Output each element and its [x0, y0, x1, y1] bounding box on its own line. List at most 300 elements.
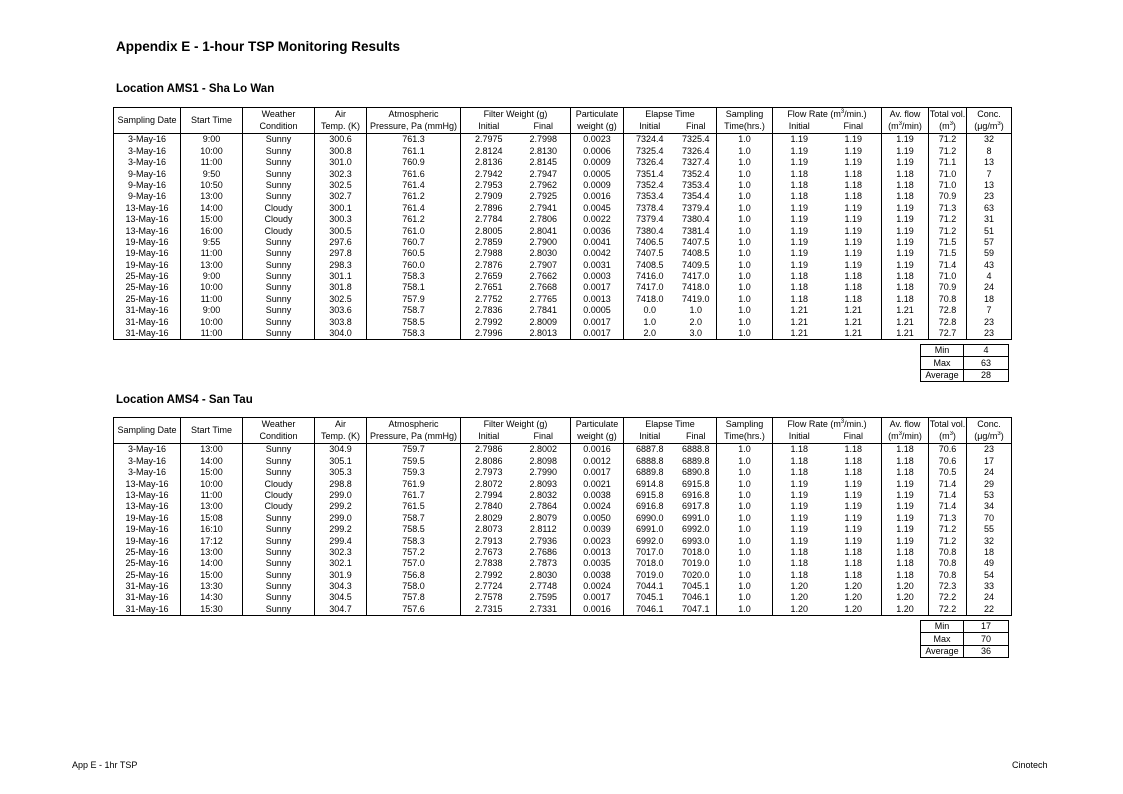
table-cell: 1.20 — [882, 592, 929, 603]
av-flow-unit-tail: /min) — [901, 431, 922, 442]
table-cell: 25-May-16 — [114, 294, 181, 305]
table-cell: 24 — [967, 282, 1012, 293]
table-cell: 1.19 — [826, 225, 882, 236]
table-cell: 1.0 — [717, 259, 773, 270]
table-cell: 1.19 — [826, 203, 882, 214]
table-cell: 2.7876 — [474, 259, 503, 270]
table-cell: 761.4 — [367, 180, 461, 191]
col-flow-rate — [773, 418, 882, 431]
table-cell: 761.4 — [367, 203, 461, 214]
table-cell: 6991.0 — [676, 513, 717, 524]
table-cell: 7353.4 — [676, 180, 717, 191]
table-cell: 1.19 — [882, 478, 929, 489]
header-text: Conc. — [977, 108, 1001, 119]
table-cell: 1.0 — [717, 581, 773, 592]
table-cell: 23 — [967, 191, 1012, 202]
table-cell: 71.0 — [929, 271, 967, 282]
table-row — [114, 248, 1012, 259]
table-cell: 1.18 — [826, 569, 882, 580]
table-cell: 300.5 — [315, 225, 367, 236]
table-cell: 1.0 — [717, 592, 773, 603]
table-cell: 1.18 — [826, 271, 882, 282]
table-cell: 25-May-16 — [114, 558, 181, 569]
table-body — [114, 444, 1012, 616]
table-row — [114, 305, 1012, 316]
table-cell: 757.6 — [367, 604, 461, 616]
col-conc-sub — [967, 431, 1012, 444]
table-cell: 11:00 — [181, 248, 243, 259]
col-filter-initial — [461, 431, 517, 444]
table-cell: 7379.4 — [676, 203, 717, 214]
header-text: Atmospheric — [388, 108, 439, 119]
table-cell: 1.19 — [882, 157, 929, 168]
table-cell: 1.18 — [882, 547, 929, 558]
table-cell: 0.0009 — [571, 157, 624, 168]
table-cell: 757.8 — [367, 592, 461, 603]
table-cell: 15:00 — [181, 467, 243, 478]
table-cell: 19-May-16 — [114, 259, 181, 270]
table-cell: Cloudy — [243, 490, 315, 501]
table-cell: 31-May-16 — [114, 328, 181, 340]
table-cell: 25-May-16 — [114, 282, 181, 293]
location-heading-ams1: Location AMS1 - Sha Lo Wan — [116, 83, 275, 95]
header-text: Final — [843, 431, 863, 442]
table-row — [114, 456, 1012, 467]
header-text: Start Time — [190, 115, 232, 126]
table-cell: 1.18 — [790, 455, 809, 466]
table-cell: 1.18 — [882, 569, 929, 580]
table-cell: 0.0017 — [571, 592, 624, 603]
table-cell: 2.7578 — [474, 592, 503, 603]
col-air-temp-sub — [315, 431, 367, 444]
col-elapse-initial — [624, 431, 676, 444]
col-filter-initial — [461, 121, 517, 134]
header-text: Initial — [639, 121, 661, 132]
table-cell: 2.7752 — [474, 293, 503, 304]
table-cell: 0.0003 — [571, 271, 624, 282]
table-cell: 0.0012 — [571, 456, 624, 467]
table-cell: 299.2 — [315, 501, 367, 512]
table-cell: 761.2 — [367, 191, 461, 202]
table-cell: 1.18 — [790, 191, 809, 202]
page-title: Appendix E - 1-hour TSP Monitoring Results — [116, 39, 401, 54]
table-cell: 1.0 — [717, 467, 773, 478]
table-cell: Cloudy — [243, 501, 315, 512]
table-cell: 1.18 — [826, 191, 882, 202]
av-flow-unit-tail: /min) — [901, 121, 922, 132]
table-cell: Sunny — [243, 271, 315, 282]
table-cell: 7351.4 — [635, 168, 664, 179]
table-cell: 760.5 — [367, 248, 461, 259]
table-header — [114, 418, 1012, 444]
table-cell: 7019.0 — [676, 558, 717, 569]
table-cell: 1.0 — [717, 524, 773, 535]
table-cell: 16:00 — [181, 225, 243, 236]
table-cell: 25-May-16 — [114, 271, 181, 282]
table-cell: 1.20 — [826, 604, 882, 616]
table-cell: 1.19 — [882, 259, 929, 270]
table-cell: 19-May-16 — [114, 535, 181, 546]
table-cell: 72.2 — [929, 604, 967, 616]
table-cell: 1.0 — [717, 134, 773, 146]
table-cell: 2.7909 — [474, 191, 503, 202]
table-cell: 2.7907 — [517, 259, 571, 270]
table-cell: 1.0 — [717, 604, 773, 616]
table-cell: 1.19 — [790, 248, 809, 259]
table-cell: 757.2 — [367, 547, 461, 558]
tsp-results-table-ams1 — [113, 107, 1012, 340]
table-cell: 2.8009 — [517, 316, 571, 327]
table-cell: 0.0021 — [571, 478, 624, 489]
stats-value: 70 — [964, 633, 1009, 645]
table-cell: 1.19 — [826, 259, 882, 270]
header-row-2 — [114, 431, 1012, 444]
table-cell: 19-May-16 — [114, 524, 181, 535]
col-elapse-initial — [624, 121, 676, 134]
table-cell: 0.0005 — [571, 168, 624, 179]
table-cell: 757.9 — [367, 294, 461, 305]
stats-value: 17 — [964, 621, 1009, 633]
table-row — [114, 501, 1012, 512]
table-cell: 1.19 — [882, 203, 929, 214]
table-cell: 19-May-16 — [114, 237, 181, 248]
col-sampling-date — [114, 108, 181, 134]
table-cell: 0.0045 — [571, 203, 624, 214]
col-flow-final — [826, 121, 882, 134]
table-cell: 2.7900 — [517, 237, 571, 248]
table-cell: 15:30 — [181, 604, 243, 616]
table-row — [114, 191, 1012, 202]
table-cell: 71.2 — [929, 214, 967, 225]
table-cell: 7418.0 — [635, 293, 664, 304]
table-cell: 6914.8 — [635, 478, 664, 489]
table-cell: Sunny — [243, 191, 315, 202]
table-cell: 7044.1 — [635, 581, 664, 592]
table-cell: 71.1 — [929, 157, 967, 168]
table-cell: 7 — [967, 168, 1012, 179]
col-av-flow-sub — [882, 431, 929, 444]
stats-value: 28 — [964, 369, 1009, 381]
header-text: Conc. — [977, 418, 1001, 429]
table-cell: 0.0031 — [571, 259, 624, 270]
table-cell: 1.19 — [826, 513, 882, 524]
table-cell: 304.9 — [315, 444, 367, 456]
table-cell: 6889.8 — [676, 456, 717, 467]
table-cell: 0.0042 — [571, 248, 624, 259]
table-cell: 1.0 — [717, 203, 773, 214]
table-cell: 1.19 — [790, 202, 809, 213]
header-text: Final — [843, 121, 863, 132]
table-cell: 1.19 — [882, 214, 929, 225]
table-row — [114, 237, 1012, 248]
table-cell: Sunny — [243, 558, 315, 569]
table-cell: 1.19 — [826, 248, 882, 259]
table-cell: 71.0 — [929, 180, 967, 191]
table-cell: Sunny — [243, 237, 315, 248]
table-cell: 6916.8 — [635, 501, 664, 512]
table-cell: 1.19 — [882, 490, 929, 501]
table-cell: 9-May-16 — [114, 168, 181, 179]
table-cell: 1.20 — [773, 604, 826, 616]
table-cell: Sunny — [243, 248, 315, 259]
table-cell: 1.18 — [790, 271, 809, 282]
table-cell: 17:12 — [181, 535, 243, 546]
table-cell: 0.0017 — [571, 316, 624, 327]
table-cell: 1.19 — [826, 237, 882, 248]
table-cell: 11:00 — [181, 328, 243, 340]
table-cell: 761.2 — [367, 214, 461, 225]
table-cell: 31-May-16 — [114, 592, 181, 603]
table-cell: 1.19 — [790, 145, 809, 156]
conc-unit: (μg/m — [974, 431, 998, 442]
table-cell: 3-May-16 — [114, 456, 181, 467]
header-text: Filter Weight (g) — [483, 418, 548, 429]
conc-unit: (μg/m — [974, 121, 998, 132]
table-cell: 1.0 — [717, 146, 773, 157]
table-cell: 57 — [967, 237, 1012, 248]
stats-value: 63 — [964, 357, 1009, 369]
table-cell: 9:50 — [181, 168, 243, 179]
header-text: Final — [685, 431, 706, 442]
table-row — [114, 478, 1012, 489]
table-cell: 301.8 — [315, 282, 367, 293]
table-cell: 7416.0 — [635, 271, 664, 282]
table-cell: Sunny — [243, 294, 315, 305]
table-cell: 1.19 — [826, 501, 882, 512]
col-flow-initial — [773, 431, 826, 444]
col-sampling-time-sub — [717, 121, 773, 134]
table-cell: 71.5 — [929, 248, 967, 259]
table-cell: 7352.4 — [676, 168, 717, 179]
table-cell: 1.18 — [790, 179, 809, 190]
table-cell: 1.0 — [717, 157, 773, 168]
table-cell: 25-May-16 — [114, 547, 181, 558]
col-air-temp-sub — [315, 121, 367, 134]
table-cell: 1.19 — [826, 134, 882, 146]
table-cell: 7045.1 — [676, 581, 717, 592]
table-cell: Sunny — [243, 467, 315, 478]
conc-unit-sup: 3 — [997, 431, 1001, 438]
table-row — [114, 259, 1012, 270]
table-cell: 7380.4 — [676, 214, 717, 225]
table-cell: 23 — [967, 444, 1012, 456]
stats-label: Max — [921, 633, 964, 645]
stats-table-ams4 — [920, 620, 1009, 658]
table-cell: 71.4 — [929, 259, 967, 270]
table-cell: 1.18 — [826, 547, 882, 558]
table-cell: 13:00 — [181, 191, 243, 202]
table-cell: 1.18 — [882, 558, 929, 569]
table-cell: 2.7836 — [474, 305, 503, 316]
av-flow-unit: (m — [888, 121, 899, 132]
table-cell: 15:00 — [181, 214, 243, 225]
table-cell: 2.7988 — [474, 248, 503, 259]
header-text: Sampling — [725, 418, 764, 429]
table-cell: 2.7873 — [517, 558, 571, 569]
table-cell: Sunny — [243, 146, 315, 157]
table-cell: 71.2 — [929, 146, 967, 157]
table-cell: 16:10 — [181, 524, 243, 535]
table-cell: 72.7 — [929, 328, 967, 340]
col-total-vol — [929, 108, 967, 121]
table-cell: 758.5 — [367, 316, 461, 327]
table-cell: 300.6 — [315, 134, 367, 146]
header-text: Av. flow — [889, 108, 921, 119]
table-cell: Cloudy — [243, 203, 315, 214]
header-text: Total vol. — [929, 418, 966, 429]
table-cell: 1.19 — [790, 524, 809, 535]
table-cell: 297.6 — [315, 237, 367, 248]
table-cell: 9:00 — [181, 134, 243, 146]
table-cell: 70.8 — [929, 547, 967, 558]
table-cell: 761.0 — [367, 225, 461, 236]
table-cell: 19-May-16 — [114, 513, 181, 524]
total-vol-unit-sup: 3 — [949, 431, 953, 438]
table-cell: 1.19 — [826, 535, 882, 546]
table-cell: 1.0 — [717, 225, 773, 236]
total-vol-unit: (m — [939, 121, 950, 132]
flow-rate-label-tail: /min.) — [844, 418, 867, 429]
table-cell: 0.0 — [643, 305, 656, 316]
table-cell: 1.0 — [717, 237, 773, 248]
table-cell: 2.8093 — [517, 478, 571, 489]
table-cell: 72.2 — [929, 592, 967, 603]
table-cell: 758.7 — [367, 513, 461, 524]
table-cell: 71.4 — [929, 490, 967, 501]
table-cell: Sunny — [243, 456, 315, 467]
col-atm-pressure-sub — [367, 121, 461, 134]
table-cell: 2.7662 — [517, 271, 571, 282]
table-cell: Sunny — [243, 157, 315, 168]
table-cell: 13-May-16 — [114, 203, 181, 214]
table-cell: 2.7942 — [474, 168, 503, 179]
table-cell: 1.19 — [790, 214, 809, 225]
table-cell: 2.8002 — [517, 444, 571, 456]
table-cell: 13:30 — [181, 581, 243, 592]
table-cell: 0.0024 — [571, 581, 624, 592]
table-cell: 2.8041 — [517, 225, 571, 236]
table-cell: 25-May-16 — [114, 569, 181, 580]
table-cell: 2.7838 — [474, 558, 503, 569]
col-start-time — [181, 418, 243, 444]
table-cell: 2.8136 — [474, 157, 503, 168]
col-air-temp — [315, 418, 367, 431]
table-cell: Sunny — [243, 604, 315, 616]
table-cell: 7408.5 — [635, 259, 664, 270]
table-cell: 1.18 — [882, 467, 929, 478]
table-cell: 300.3 — [315, 214, 367, 225]
table-cell: 304.0 — [315, 328, 367, 340]
table-cell: 2.7962 — [517, 180, 571, 191]
table-cell: 1.21 — [826, 305, 882, 316]
table-cell: 758.1 — [367, 282, 461, 293]
table-cell: 2.7806 — [517, 214, 571, 225]
stats-row — [921, 621, 1009, 633]
table-cell: 51 — [967, 225, 1012, 236]
stats-row — [921, 369, 1009, 381]
stats-label: Average — [921, 369, 964, 381]
header-row-1 — [114, 108, 1012, 121]
col-sampling-date — [114, 418, 181, 444]
header-text: Initial — [788, 121, 810, 132]
table-cell: 1.0 — [717, 271, 773, 282]
table-cell: 72.3 — [929, 581, 967, 592]
table-cell: 2.7913 — [474, 535, 503, 546]
table-cell: Sunny — [243, 535, 315, 546]
table-cell: 1.0 — [717, 305, 773, 316]
table-cell: 0.0016 — [571, 604, 624, 616]
table-cell: 70.5 — [929, 467, 967, 478]
header-text: Atmospheric — [388, 418, 439, 429]
table-cell: 7326.4 — [635, 157, 664, 168]
table-cell: 7 — [967, 305, 1012, 316]
header-text: Pressure, Pa (mmHg) — [369, 121, 458, 132]
table-cell: 299.2 — [315, 524, 367, 535]
flow-rate-label-sup: 3 — [840, 108, 845, 115]
table-cell: 1.19 — [790, 501, 809, 512]
header-text: Av. flow — [889, 418, 921, 429]
table-cell: 759.5 — [367, 456, 461, 467]
table-row — [114, 558, 1012, 569]
col-elapse-time — [624, 418, 717, 431]
av-flow-unit-sup: 3 — [898, 121, 902, 128]
table-cell: 7020.0 — [676, 569, 717, 580]
table-cell: 2.7686 — [517, 547, 571, 558]
table-cell: 71.4 — [929, 501, 967, 512]
header-row-2 — [114, 121, 1012, 134]
table-cell: 302.3 — [315, 168, 367, 179]
col-conc-sub — [967, 121, 1012, 134]
table-cell: 1.18 — [826, 444, 882, 456]
table-cell: 13-May-16 — [114, 214, 181, 225]
table-cell: 1.0 — [717, 180, 773, 191]
col-sampling-time — [717, 108, 773, 121]
table-row — [114, 214, 1012, 225]
table-cell: 7045.1 — [635, 592, 664, 603]
table-cell: 1.19 — [790, 157, 809, 168]
table-cell: 70.8 — [929, 569, 967, 580]
table-cell: 1.18 — [882, 168, 929, 179]
table-cell: Sunny — [243, 444, 315, 456]
table-cell: 7379.4 — [635, 214, 664, 225]
table-cell: 1.20 — [826, 592, 882, 603]
table-cell: 1.18 — [826, 558, 882, 569]
table-cell: 761.7 — [367, 490, 461, 501]
table-row — [114, 604, 1012, 616]
col-atm-pressure-sub — [367, 431, 461, 444]
table-cell: 2.7651 — [474, 282, 503, 293]
table-cell: 6915.8 — [676, 478, 717, 489]
table-cell: Sunny — [243, 524, 315, 535]
table-cell: 2.7990 — [517, 467, 571, 478]
av-flow-unit-sup: 3 — [898, 431, 902, 438]
table-row — [114, 569, 1012, 580]
table-cell: 1.21 — [826, 328, 882, 340]
col-particulate-sub — [571, 431, 624, 444]
table-cell: 2.7673 — [474, 546, 503, 557]
table-cell: 301.1 — [315, 271, 367, 282]
header-text: Start Time — [190, 425, 232, 436]
table-cell: 1.18 — [790, 558, 809, 569]
table-row — [114, 524, 1012, 535]
col-elapse-final — [676, 431, 717, 444]
table-cell: 2.7998 — [517, 134, 571, 146]
col-filter-final — [517, 431, 571, 444]
table-cell: 0.0006 — [571, 146, 624, 157]
col-sampling-time — [717, 418, 773, 431]
col-weather — [243, 108, 315, 121]
stats-row — [921, 645, 1009, 657]
